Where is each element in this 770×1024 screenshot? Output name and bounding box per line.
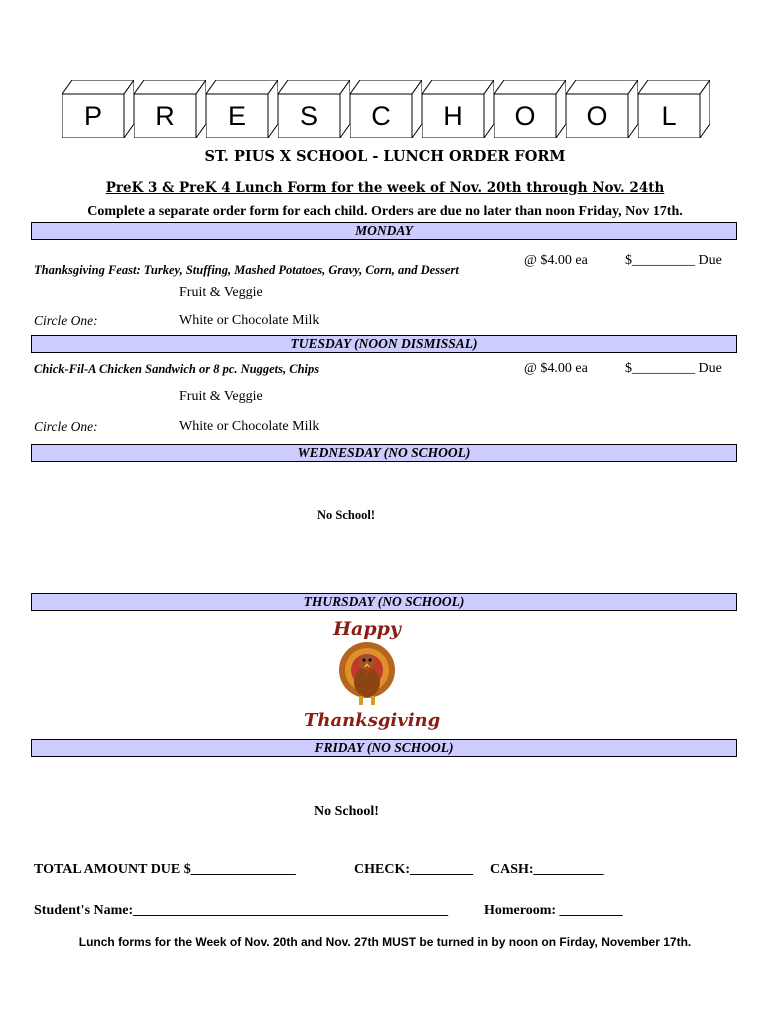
circle-label-monday: Circle One:: [34, 313, 98, 328]
student-name-field[interactable]: Student's Name:_____________________________________________: [34, 903, 449, 918]
homeroom-field[interactable]: Homeroom: _________: [484, 903, 623, 918]
menu-item-tuesday: Chick-Fil-A Chicken Sandwich or 8 pc. Nuggets, Chips: [34, 362, 320, 376]
letter-block: [422, 80, 494, 138]
due-field-tuesday[interactable]: $_________ Due: [625, 361, 722, 376]
side-monday: Fruit & Veggie: [179, 285, 263, 300]
letter-block: [350, 80, 422, 138]
letter-block: [278, 80, 350, 138]
block-letter: O: [514, 100, 536, 131]
art-happy-text: Happy: [333, 618, 401, 640]
block-letter: R: [155, 100, 175, 131]
happy-thanksgiving-art: [304, 618, 441, 738]
footer-note: Lunch forms for the Week of Nov. 20th and Nov. 27th MUST be turned in by noon on Firday, November 17th.: [78, 935, 692, 949]
circle-label-tuesday: Circle One:: [34, 419, 98, 434]
block-letter: H: [443, 100, 463, 131]
day-bar-friday: FRIDAY (NO SCHOOL): [31, 739, 737, 757]
letter-block: [638, 80, 710, 138]
form-subtitle: PreK 3 & PreK 4 Lunch Form for the week of Nov. 20th through Nov. 24th: [105, 180, 665, 196]
block-letter: S: [299, 100, 318, 131]
total-amount-field[interactable]: TOTAL AMOUNT DUE $_______________: [34, 862, 296, 877]
form-instructions: Complete a separate order form for each child. Orders are due no later than noon Friday, Nov 17th.: [87, 204, 683, 219]
milk-choice-monday[interactable]: White or Chocolate Milk: [179, 313, 320, 328]
art-thanksgiving-text: Thanksgiving: [304, 710, 441, 731]
day-bar-thursday: THURSDAY (NO SCHOOL): [31, 593, 737, 611]
day-bar-monday: MONDAY: [31, 222, 737, 240]
cash-field[interactable]: CASH:__________: [490, 862, 604, 877]
block-letter: E: [227, 100, 246, 131]
menu-item-monday: Thanksgiving Feast: Turkey, Stuffing, Mashed Potatoes, Gravy, Corn, and Dessert: [34, 263, 459, 277]
block-letter: O: [586, 100, 608, 131]
block-letter: C: [371, 100, 391, 131]
side-tuesday: Fruit & Veggie: [179, 389, 263, 404]
day-bar-wednesday: WEDNESDAY (NO SCHOOL): [31, 444, 737, 462]
letter-block: [134, 80, 206, 138]
due-field-monday[interactable]: $_________ Due: [625, 253, 722, 268]
block-letter: P: [83, 100, 102, 131]
block-letter: L: [661, 100, 677, 131]
preschool-blocks: [62, 80, 722, 140]
price-monday: @ $4.00 ea: [524, 253, 588, 268]
letter-block: [206, 80, 278, 138]
milk-choice-tuesday[interactable]: White or Chocolate Milk: [179, 419, 320, 434]
letter-block: [62, 80, 134, 138]
no-school-wednesday: No School!: [317, 508, 375, 522]
no-school-friday: No School!: [314, 804, 379, 819]
form-title: ST. PIUS X SCHOOL - LUNCH ORDER FORM: [204, 148, 566, 165]
price-tuesday: @ $4.00 ea: [524, 361, 588, 376]
day-bar-tuesday: TUESDAY (NOON DISMISSAL): [31, 335, 737, 353]
check-field[interactable]: CHECK:_________: [354, 862, 473, 877]
turkey-icon: [337, 640, 397, 710]
letter-block: [566, 80, 638, 138]
letter-block: [494, 80, 566, 138]
